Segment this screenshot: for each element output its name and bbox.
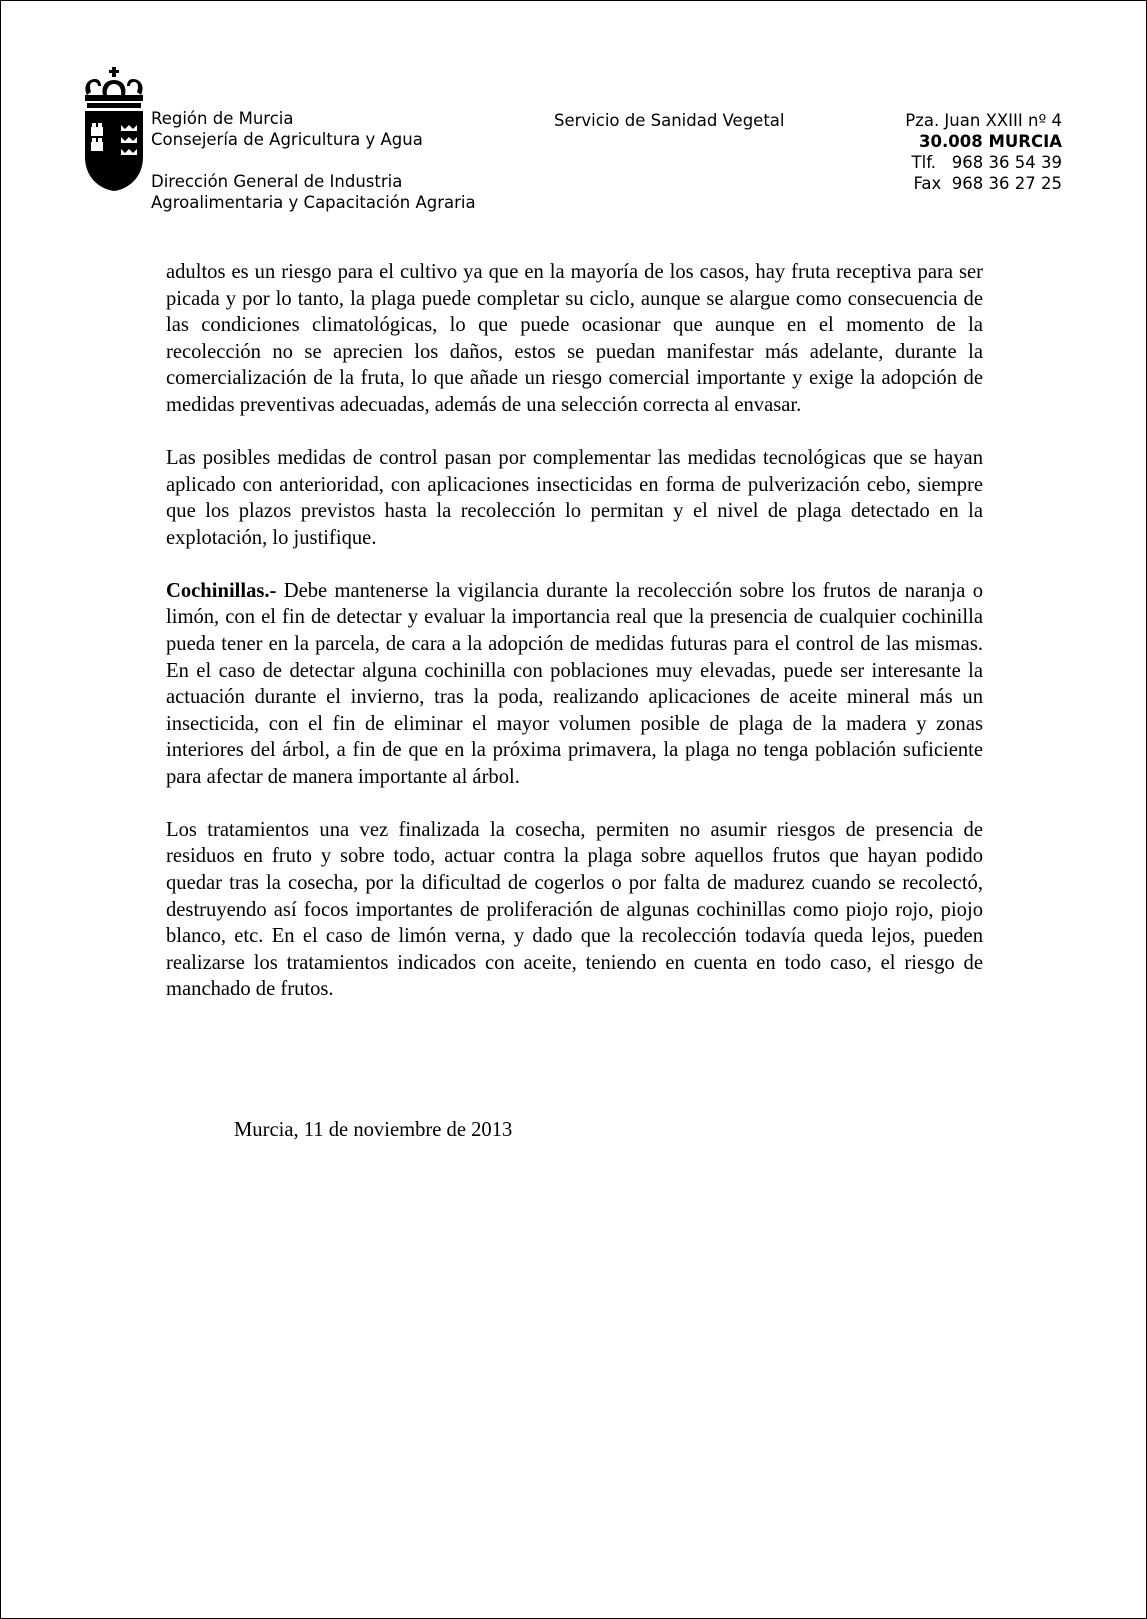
paragraph-3-heading: Cochinillas.- xyxy=(166,579,277,602)
address-street: Pza. Juan XXIII nº 4 xyxy=(905,111,1062,130)
address-city: 30.008 MURCIA xyxy=(919,132,1062,151)
paragraph-2: Las posibles medidas de control pasan por complementar las medidas tecnológicas que se hayan aplicado con anterioridad, con aplicaciones insecticidas en forma de pulverización cebo, siempre que los plazos previstos hasta la recolección lo permitan y el nivel de plaga detectado en la explotación, lo justifique. xyxy=(166,446,983,549)
document-body xyxy=(166,259,983,1029)
dept-line-2: Agroalimentaria y Capacitación Agraria xyxy=(151,193,476,212)
organization-block xyxy=(151,108,476,213)
paragraph-3 xyxy=(166,578,983,791)
dept-line-1: Dirección General de Industria xyxy=(151,172,403,191)
paragraph-1: adultos es un riesgo para el cultivo ya que en la mayoría de los casos, hay fruta receptiva para ser picada y por lo tanto, la plaga puede completar su ciclo, aunque se alargue como consecuencia de las condiciones climatológicas, lo que puede ocasionar que aunque en el momento de la recolección no se aprecien los daños, estos se puedan manifestar más adelante, durante la comercialización de la fruta, lo que añade un riesgo comercial importante y exige la adopción de medidas preventivas adecuadas, además de una selección correcta al envasar. xyxy=(166,261,983,416)
address-phone: Tlf. 968 36 54 39 xyxy=(911,153,1062,172)
service-name: Servicio de Sanidad Vegetal xyxy=(554,111,785,130)
address-fax: Fax 968 36 27 25 xyxy=(913,174,1062,193)
paragraph-3-text: Debe mantenerse la vigilancia durante la recolección sobre los frutos de naranja o limón, con el fin de detectar y evaluar la importancia real que la presencia de cualquier cochinilla pueda tener en la parcela, de cara a la adopción de medidas futuras para el control de las mismas. En el caso de detectar alguna cochinilla con poblaciones muy elevadas, puede ser interesante la actuación durante el invierno, tras la poda, realizando aplicaciones de aceite mineral más un insecticida, con el fin de eliminar el mayor volumen posible de plaga de la madera y zonas interiores del árbol, a fin de que en la próxima primavera, la plaga no tenga población suficiente para afectar de manera importante al árbol. xyxy=(166,579,983,788)
address-block xyxy=(905,110,1062,194)
region-murcia-crest-icon xyxy=(81,67,147,191)
org-region: Región de Murcia xyxy=(151,109,294,128)
paragraph-4: Los tratamientos una vez finalizada la cosecha, permiten no asumir riesgos de presencia de residuos en fruto y sobre todo, actuar contra la plaga sobre aquellos frutos que hayan podido quedar tras la cosecha, por la dificultad de cogerlos o por falta de madurez cuando se recolectó, destruyendo así focos importantes de proliferación de algunas cochinillas como piojo rojo, piojo blanco, etc. En el caso de limón verna, y dado que la recolección todavía queda lejos, pueden realizarse los tratamientos indicados con aceite, teniendo en cuenta en todo caso, el riesgo de manchado de frutos. xyxy=(166,818,983,1001)
signoff-date: Murcia, 11 de noviembre de 2013 xyxy=(234,1119,513,1141)
org-ministry: Consejería de Agricultura y Agua xyxy=(151,130,423,149)
